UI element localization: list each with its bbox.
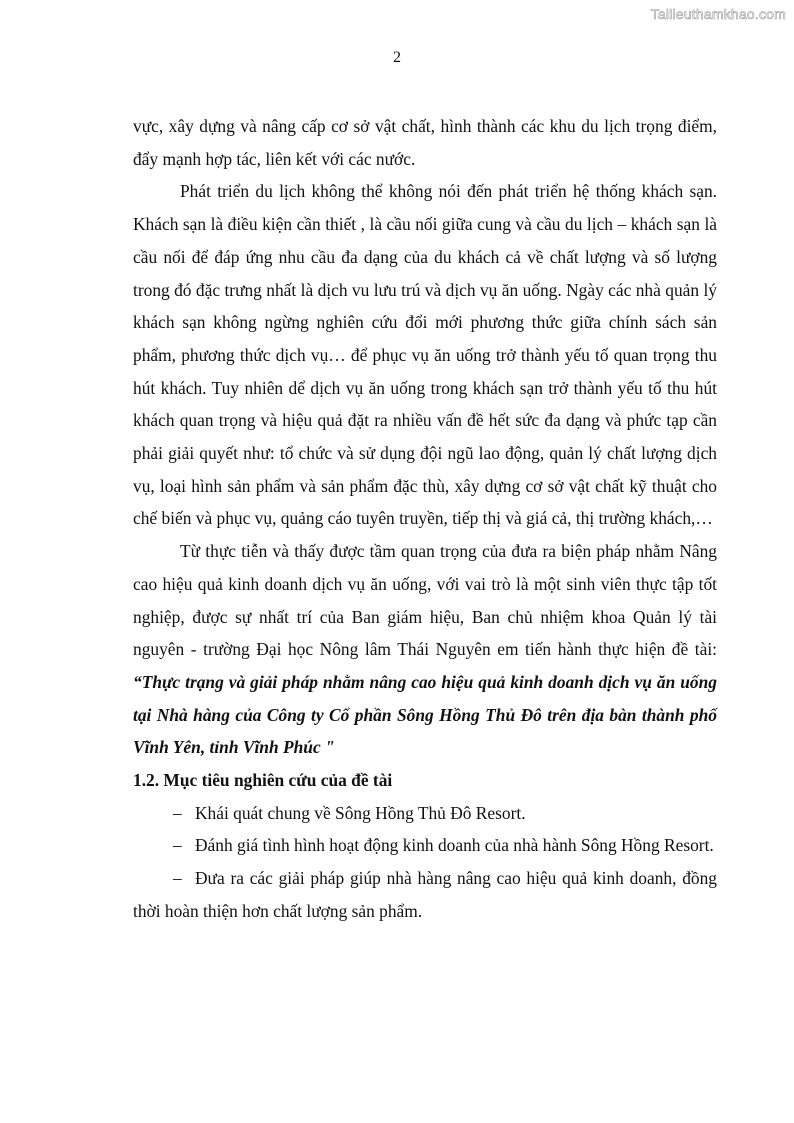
paragraph-1: vực, xây dựng và nâng cấp cơ sở vật chất, hình thành các khu du lịch trọng điểm, đẩy mạnh hợp tác, liên kết với các nước.: [133, 116, 717, 169]
document-body: [133, 110, 717, 928]
section-heading: 1.2. Mục tiêu nghiên cứu của đề tài: [133, 770, 393, 791]
list-item-text: Đánh giá tình hình hoạt động kinh doanh của nhà hành Sông Hồng Resort.: [195, 835, 714, 856]
paragraph-3-text: Từ thực tiễn và thấy được tầm quan trọng của đưa ra biện pháp nhằm Nâng cao hiệu quả kinh doanh dịch vụ ăn uống, với vai trò là một sinh viên thực tập tốt nghiệp, được sự nhất trí của Ban giám hiệu, Ban chủ nhiệm khoa Quản lý tài nguyên - trường Đại học Nông lâm Thái Nguyên em tiến hành thực hiện đề tài:: [133, 541, 717, 660]
dash-icon: –: [173, 835, 182, 856]
list-item-text: Đưa ra các giải pháp giúp nhà hàng nâng cao hiệu quả kinh doanh, đồng thời hoàn thiện hơn chất lượng sản phẩm.: [133, 868, 717, 921]
dash-icon: –: [173, 802, 182, 823]
paragraph-2: Phát triển du lịch không thể không nói đến phát triển hệ thống khách sạn. Khách sạn là điều kiện cần thiết , là cầu nối giữa cung và cầu du lịch – khách sạn là cầu nối để đáp ứng nhu cầu đa dạng của du khách cả về chất lượng và số lượng trong đó đặc trưng nhất là dịch vu lưu trú và dịch vụ ăn uống. Ngày các nhà quản lý khách sạn không ngừng nghiên cứu đổi mới phương thức giữa chính sách sản phẩm, phương thức dịch vụ… để phục vụ ăn uống trở thành yếu tố quan trọng thu hút khách. Tuy nhiên dể dịch vụ ăn uống trong khách sạn trở thành yếu tố thu hút khách quan trọng và hiệu quả đặt ra nhiều vấn đề hết sức đa dạng và phức tạp cần phải giải quyết như: tổ chức và sử dụng đội ngũ lao động, quản lý chất lượng dịch vụ, loại hình sản phẩm và sản phẩm đặc thù, xây dựng cơ sở vật chất kỹ thuật cho chế biến và phục vụ, quảng cáo tuyên truyền, tiếp thị và giá cả, thị trường khách,…: [133, 181, 717, 529]
list-item: [133, 829, 717, 862]
dash-icon: –: [173, 868, 182, 889]
page-number: 2: [393, 49, 401, 66]
thesis-title: “Thực trạng và giải pháp nhằm nâng cao hiệu quả kinh doanh dịch vụ ăn uống tại Nhà hàng của Công ty Cổ phần Sông Hồng Thủ Đô trên địa bàn thành phố Vĩnh Yên, tỉnh Vĩnh Phúc ": [133, 671, 717, 758]
watermark: Tailieuthamkhao.com: [650, 6, 786, 22]
list-item-text: Khái quát chung về Sông Hồng Thủ Đô Resort.: [195, 802, 526, 823]
paragraph-3: [133, 535, 717, 764]
list-item: [133, 797, 717, 830]
list-item: [133, 862, 717, 927]
